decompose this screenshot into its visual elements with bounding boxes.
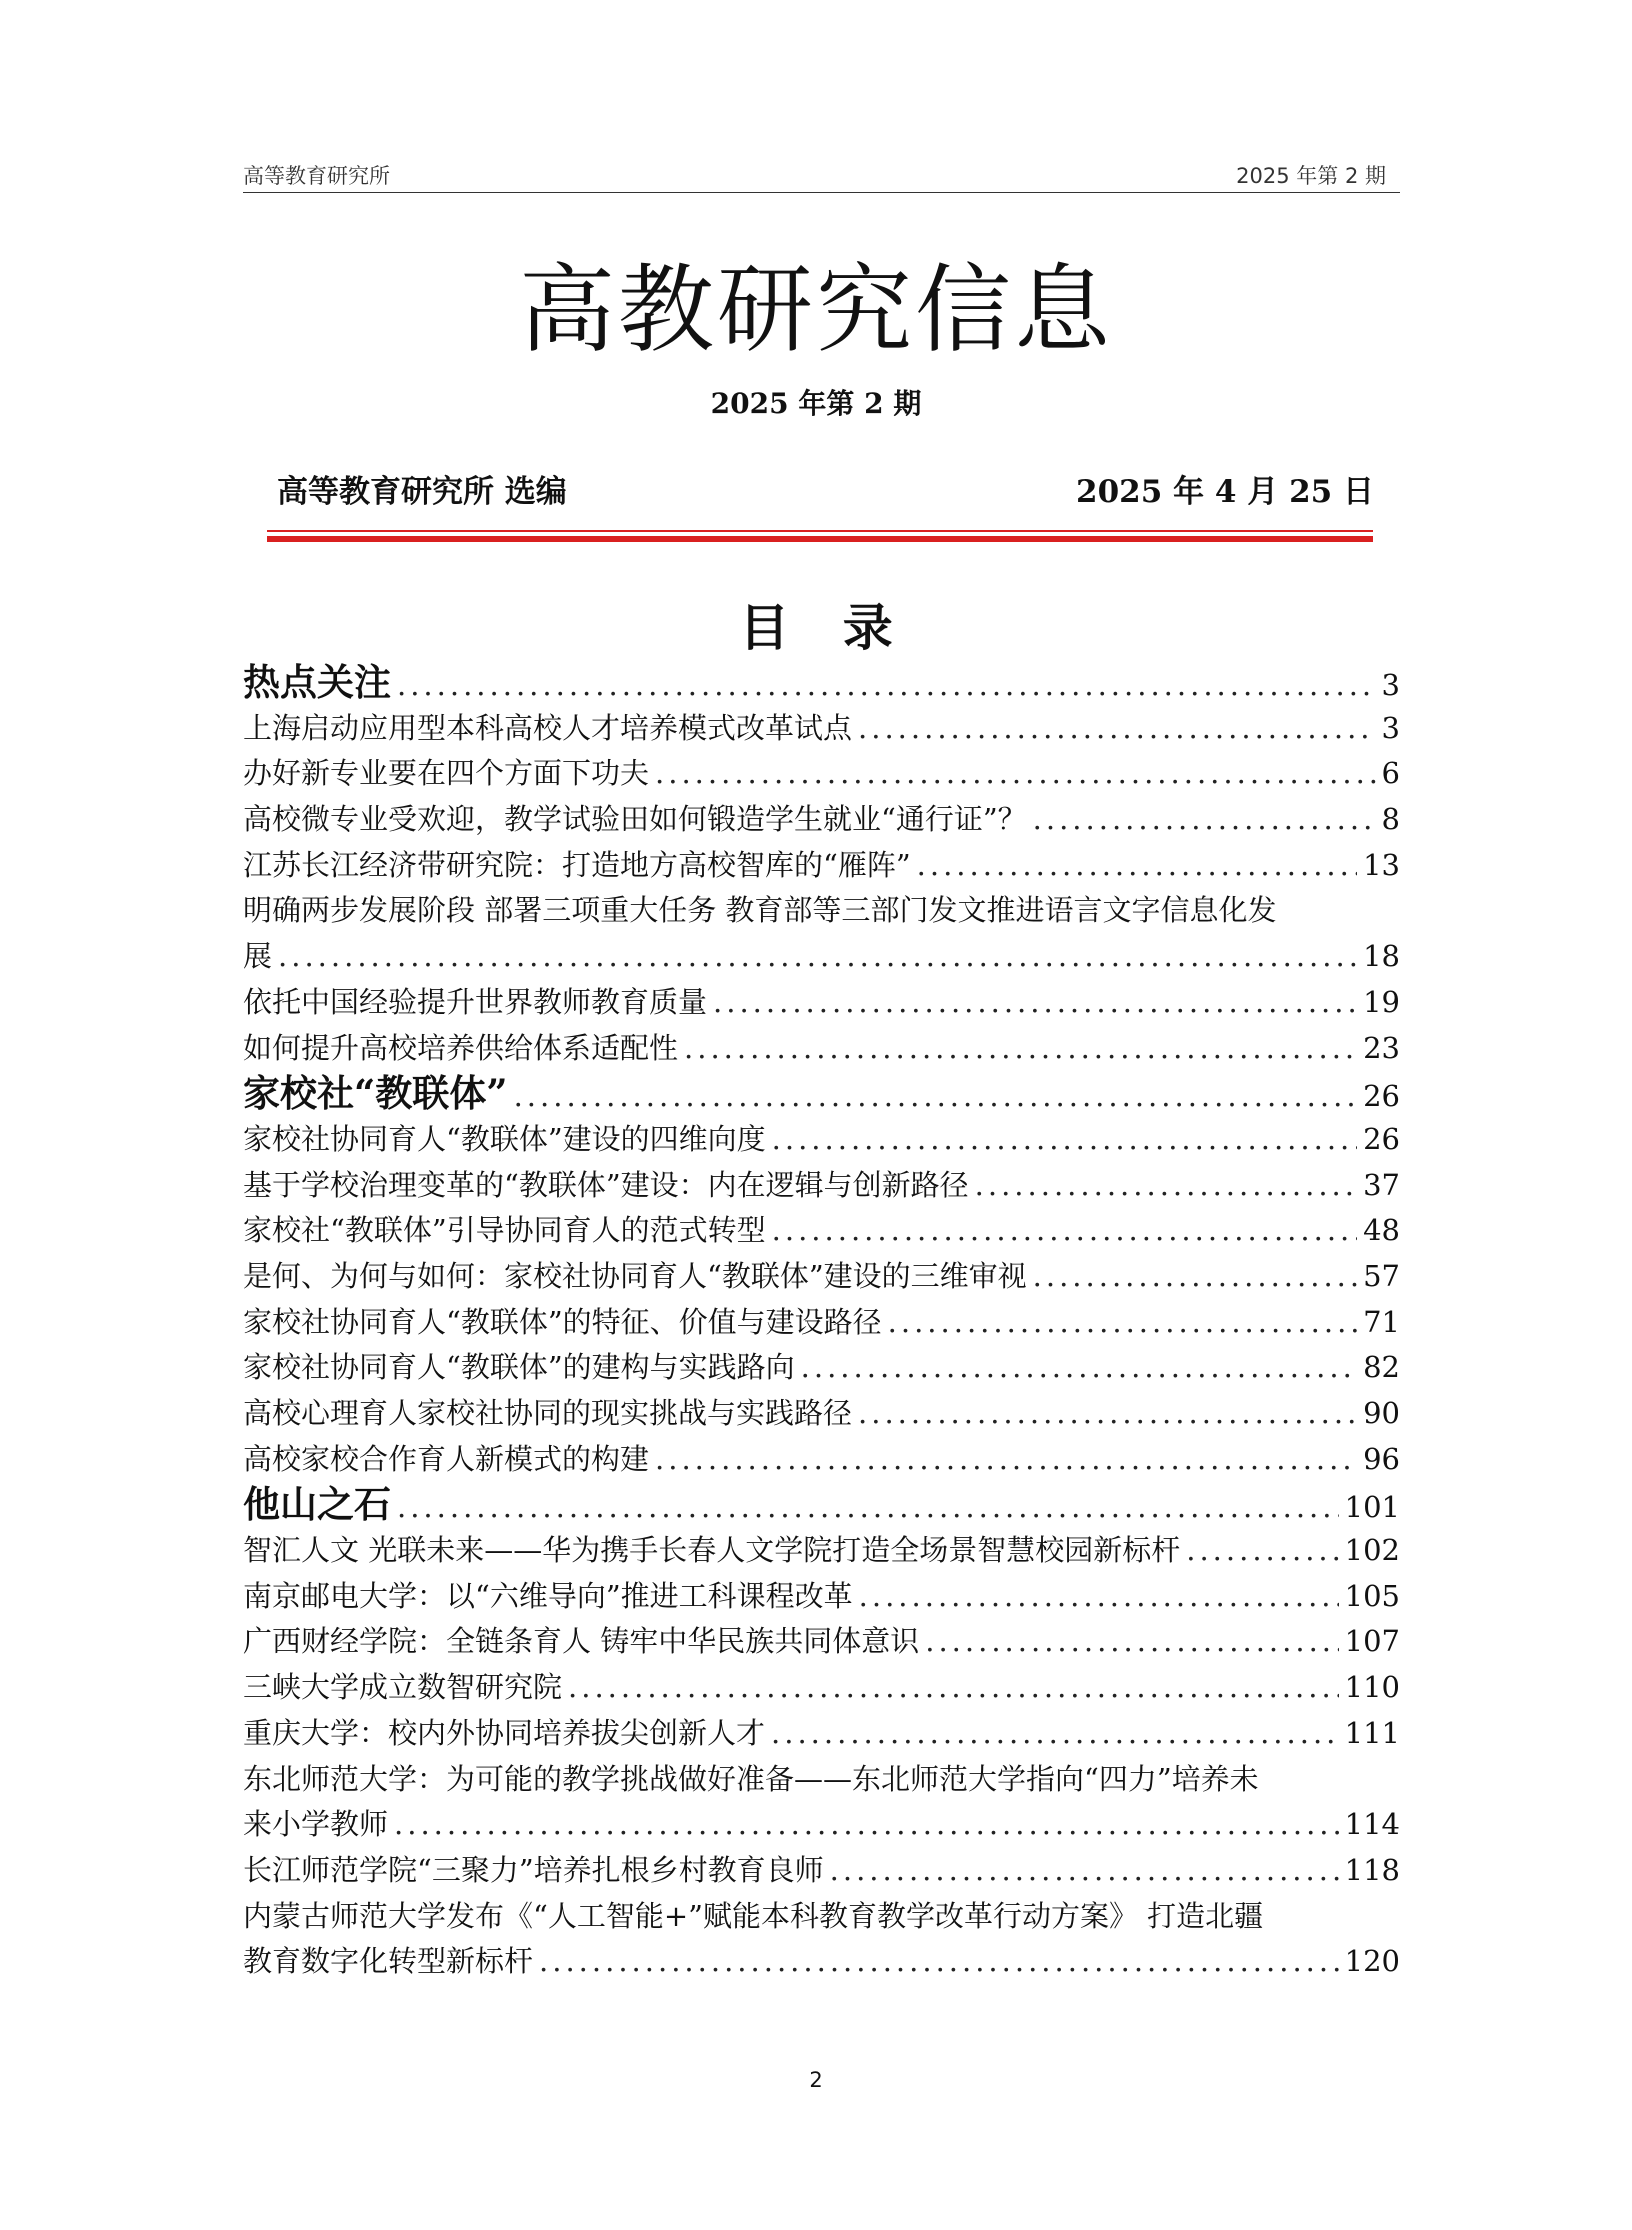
toc-entry[interactable]	[243, 1254, 1400, 1300]
toc-leader-dots	[394, 1802, 1339, 1848]
toc-entry[interactable]	[243, 706, 1400, 752]
toc-entry-title: 办好新专业要在四个方面下功夫	[243, 756, 650, 791]
toc-entry-title: 高校心理育人家校社协同的现实挑战与实践路径	[243, 1396, 853, 1430]
toc-entry-title: 重庆大学：校内外协同培养拔尖创新人才	[243, 1715, 766, 1750]
toc-leader-dots	[772, 1117, 1357, 1163]
toc-page-number: 37	[1363, 1167, 1400, 1202]
toc-leader-dots	[539, 1939, 1339, 1985]
toc-entry[interactable]	[243, 1757, 1400, 1803]
toc-entry-title: 东北师范大学：为可能的教学挑战做好准备——东北师范大学指向“四力”培养未	[243, 1761, 1259, 1796]
editor-line: 高等教育研究所 选编	[277, 474, 567, 510]
toc-entry-title: 教育数字化转型新标杆	[243, 1944, 534, 1979]
toc-leader-dots	[859, 1574, 1339, 1620]
toc-entry-title: 他山之石	[243, 1482, 391, 1527]
toc-leader-dots	[830, 1848, 1339, 1894]
toc-entry[interactable]	[243, 797, 1400, 843]
toc-entry[interactable]	[243, 1894, 1400, 1940]
toc-entry[interactable]	[243, 934, 1400, 980]
toc-entry[interactable]	[243, 1117, 1400, 1163]
toc-entry[interactable]	[243, 1711, 1400, 1757]
running-header	[243, 158, 1400, 193]
toc-page-number: 101	[1344, 1490, 1400, 1525]
toc-page-number: 102	[1344, 1533, 1400, 1568]
toc-entry[interactable]	[243, 980, 1400, 1026]
toc-page-number: 57	[1363, 1258, 1400, 1293]
toc-leader-dots	[684, 1026, 1357, 1072]
journal-title: 高教研究信息	[519, 254, 1113, 366]
toc-section[interactable]	[243, 1482, 1400, 1528]
toc-page-number: 3	[1381, 710, 1400, 745]
toc-leader-dots	[1033, 1254, 1357, 1300]
toc-entry-title: 内蒙古师范大学发布《“人工智能+”赋能本科教育教学改革行动方案》 打造北疆	[243, 1898, 1264, 1933]
table-of-contents	[243, 660, 1400, 1985]
toc-leader-dots	[1033, 797, 1376, 843]
toc-page-number: 110	[1344, 1670, 1400, 1705]
toc-entry[interactable]	[243, 1345, 1400, 1391]
toc-leader-dots	[278, 934, 1357, 980]
toc-leader-dots	[655, 1437, 1357, 1483]
toc-entry[interactable]	[243, 1848, 1400, 1894]
page-number: 2	[809, 2068, 823, 2092]
toc-leader-dots	[858, 706, 1376, 752]
toc-leader-dots	[888, 1300, 1357, 1346]
toc-entry-title: 是何、为何与如何：家校社协同育人“教联体”建设的三维审视	[243, 1258, 1027, 1293]
toc-page-number: 114	[1344, 1807, 1400, 1842]
toc-leader-dots	[397, 1485, 1339, 1528]
toc-entry-title: 基于学校治理变革的“教联体”建设：内在逻辑与创新路径	[243, 1167, 969, 1202]
toc-leader-dots	[858, 1391, 1357, 1437]
toc-section[interactable]	[243, 1071, 1400, 1117]
toc-leader-dots	[568, 1665, 1339, 1711]
toc-page-number: 3	[1381, 668, 1400, 702]
toc-entry-title: 家校社“教联体”	[243, 1071, 508, 1116]
toc-entry-title: 南京邮电大学：以“六维导向”推进工科课程改革	[243, 1578, 853, 1613]
toc-leader-dots	[917, 843, 1357, 889]
toc-leader-dots	[514, 1074, 1358, 1117]
issue-line: 2025 年第 2 期	[710, 387, 922, 420]
toc-entry-title: 如何提升高校培养供给体系适配性	[243, 1030, 679, 1065]
toc-entry-title: 三峡大学成立数智研究院	[243, 1670, 563, 1705]
toc-page-number: 13	[1363, 847, 1400, 882]
toc-entry-title: 上海启动应用型本科高校人才培养模式改革试点	[243, 710, 853, 745]
toc-page-number: 71	[1363, 1304, 1400, 1339]
toc-leader-dots	[713, 980, 1357, 1026]
header-issue: 2025 年第 2 期	[1236, 164, 1386, 188]
toc-entry[interactable]	[243, 843, 1400, 889]
toc-entry-title: 高校家校合作育人新模式的构建	[243, 1441, 650, 1476]
toc-page-number: 26	[1363, 1121, 1400, 1156]
toc-title: 目 录	[739, 598, 911, 657]
toc-page-number: 18	[1363, 939, 1400, 974]
toc-entry[interactable]	[243, 1619, 1400, 1665]
toc-entry[interactable]	[243, 751, 1400, 797]
toc-entry-title: 热点关注	[243, 660, 391, 704]
toc-entry[interactable]	[243, 1574, 1400, 1620]
toc-leader-dots	[975, 1163, 1357, 1209]
toc-entry[interactable]	[243, 1437, 1400, 1483]
toc-page-number: 8	[1381, 802, 1400, 837]
toc-leader-dots	[397, 663, 1376, 706]
toc-entry[interactable]	[243, 1665, 1400, 1711]
toc-page-number: 96	[1363, 1441, 1400, 1476]
toc-leader-dots	[772, 1208, 1357, 1254]
toc-section[interactable]	[243, 660, 1400, 706]
toc-entry[interactable]	[243, 1528, 1400, 1574]
toc-page-number: 6	[1381, 756, 1400, 791]
toc-entry-title: 家校社“教联体”引导协同育人的范式转型	[243, 1213, 766, 1248]
toc-page-number: 107	[1344, 1624, 1400, 1659]
toc-entry[interactable]	[243, 1208, 1400, 1254]
toc-entry-title: 明确两步发展阶段 部署三项重大任务 教育部等三部门发文推进语言文字信息化发	[243, 893, 1277, 928]
toc-entry-title: 来小学教师	[243, 1807, 389, 1842]
toc-entry[interactable]	[243, 1163, 1400, 1209]
red-rule-thin	[267, 530, 1373, 532]
toc-page-number: 120	[1344, 1944, 1400, 1979]
publish-date: 2025 年 4 月 25 日	[1076, 474, 1374, 510]
toc-leader-dots	[771, 1711, 1339, 1757]
toc-entry-title: 家校社协同育人“教联体”建设的四维向度	[243, 1121, 766, 1156]
toc-entry-title: 广西财经学院：全链条育人 铸牢中华民族共同体意识	[243, 1624, 920, 1659]
toc-page-number: 118	[1344, 1852, 1400, 1887]
toc-page-number: 23	[1363, 1030, 1400, 1065]
toc-leader-dots	[655, 751, 1376, 797]
toc-entry-title: 江苏长江经济带研究院：打造地方高校智库的“雁阵”	[243, 847, 911, 882]
toc-page-number: 90	[1363, 1396, 1400, 1430]
toc-entry-title: 家校社协同育人“教联体”的特征、价值与建设路径	[243, 1304, 882, 1339]
toc-leader-dots	[925, 1619, 1338, 1665]
toc-entry[interactable]	[243, 1939, 1400, 1985]
toc-entry[interactable]	[243, 1391, 1400, 1437]
toc-page-number: 19	[1363, 984, 1400, 1019]
toc-entry[interactable]	[243, 1802, 1400, 1848]
toc-entry[interactable]	[243, 1026, 1400, 1072]
toc-entry[interactable]	[243, 888, 1400, 934]
toc-entry-title: 家校社协同育人“教联体”的建构与实践路向	[243, 1350, 795, 1385]
toc-entry-title: 长江师范学院“三聚力”培养扎根乡村教育良师	[243, 1852, 824, 1887]
toc-entry-title: 依托中国经验提升世界教师教育质量	[243, 984, 708, 1019]
toc-leader-dots	[1186, 1528, 1338, 1574]
toc-page-number: 48	[1363, 1213, 1400, 1248]
toc-entry-title: 高校微专业受欢迎，教学试验田如何锻造学生就业“通行证”？	[243, 802, 1027, 837]
toc-page-number: 111	[1344, 1715, 1400, 1750]
toc-page-number: 105	[1344, 1578, 1400, 1613]
toc-page-number: 82	[1363, 1350, 1400, 1385]
toc-entry-title: 展	[243, 939, 273, 974]
red-rule-thick	[267, 536, 1373, 542]
toc-leader-dots	[801, 1345, 1357, 1391]
toc-entry[interactable]	[243, 1300, 1400, 1346]
toc-entry-title: 智汇人文 光联未来——华为携手长春人文学院打造全场景智慧校园新标杆	[243, 1533, 1181, 1568]
toc-page-number: 26	[1363, 1079, 1400, 1114]
header-institute: 高等教育研究所	[243, 164, 390, 188]
